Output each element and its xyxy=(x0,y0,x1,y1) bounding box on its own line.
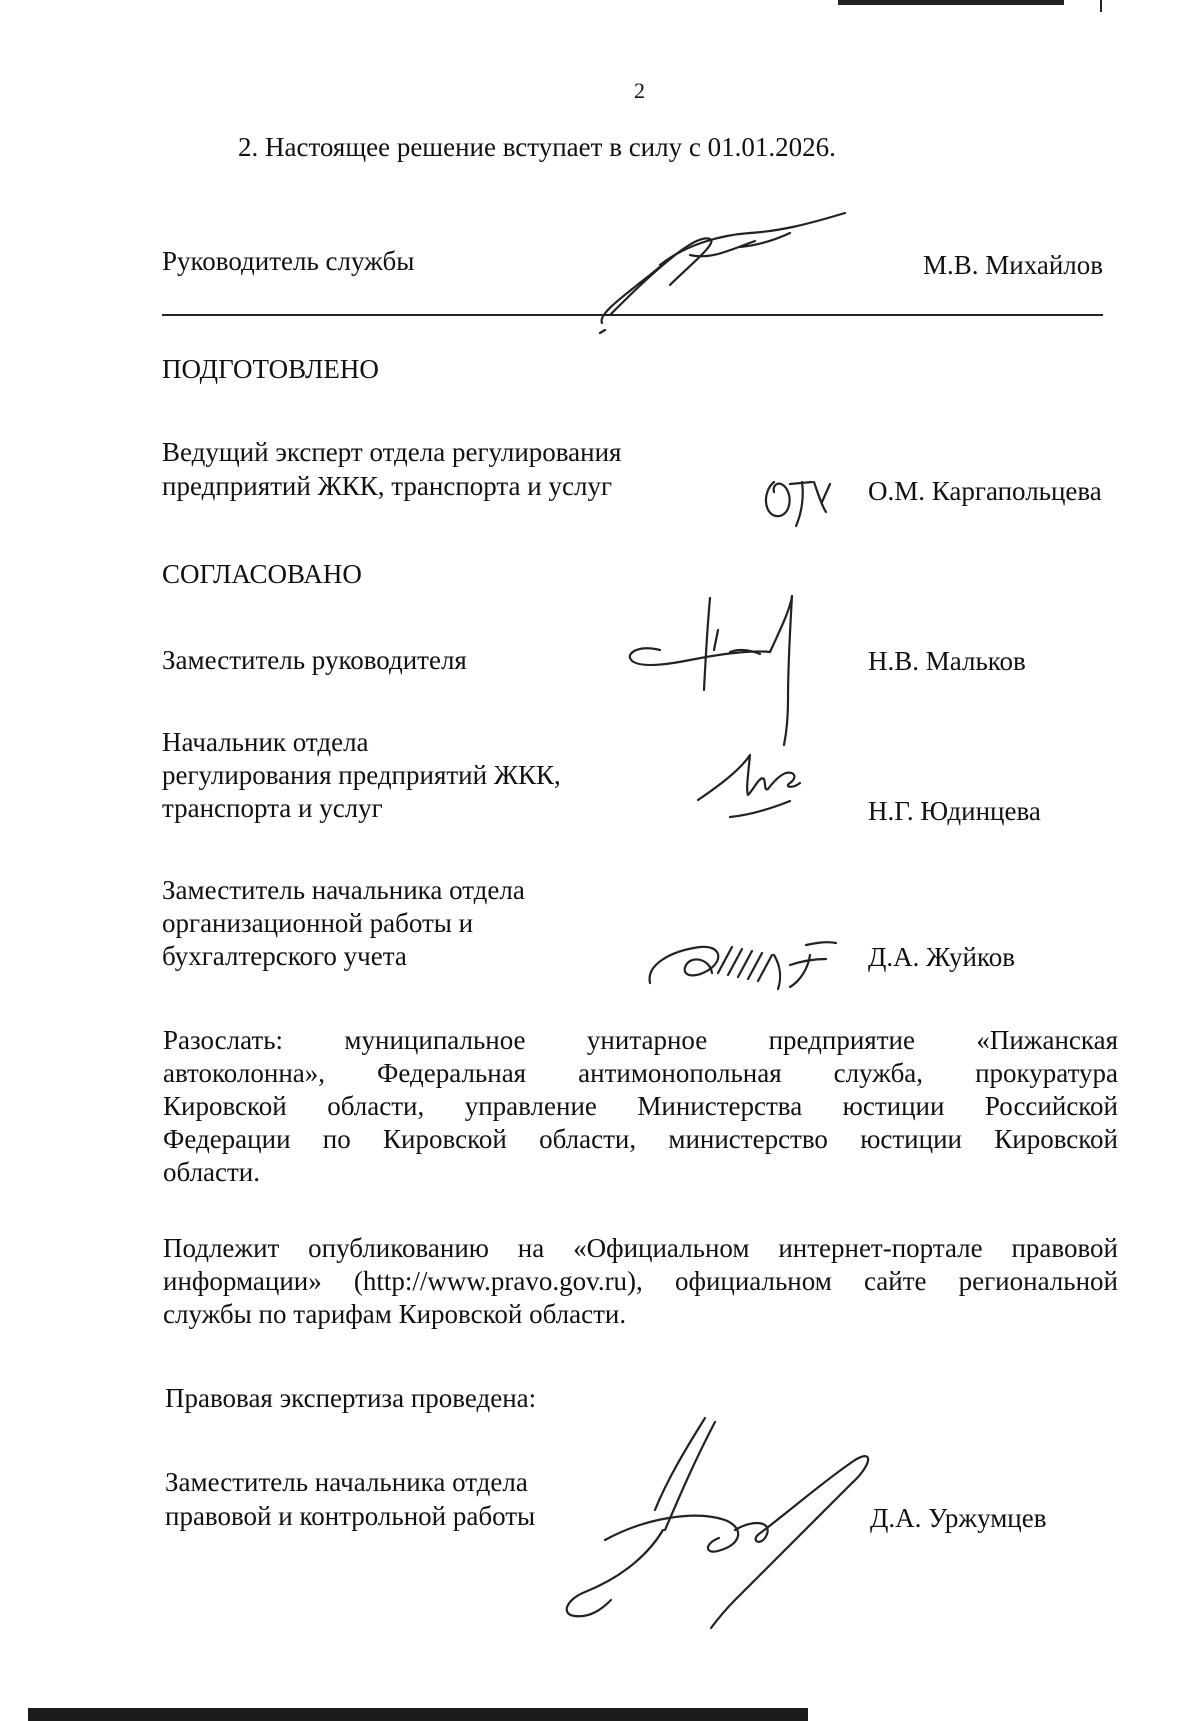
dept-chief-signature xyxy=(690,745,820,825)
distribution-line-1: Разослать: муниципальное унитарное предприятие «Пижанская xyxy=(163,1025,1118,1055)
distribution-line-5: области. xyxy=(163,1157,261,1187)
scan-edge-top-mark xyxy=(1100,0,1102,12)
deputy-dept-chief-position-line-2: организационной работы и xyxy=(162,908,474,938)
dept-chief-position-line-1: Начальник отдела xyxy=(162,727,369,757)
head-title: Руководитель службы xyxy=(162,246,415,276)
publication-line-1: Подлежит опубликованию на «Официальном интернет-портале правовой xyxy=(163,1233,1118,1263)
distribution-line-2: автоколонна», Федеральная антимонопольная служба, прокуратура xyxy=(163,1058,1118,1088)
deputy-head-position: Заместитель руководителя xyxy=(162,645,467,675)
publication-line-2: информации» (http://www.pravo.gov.ru), официальном сайте региональной xyxy=(163,1266,1118,1296)
prepared-heading: ПОДГОТОВЛЕНО xyxy=(162,354,379,384)
deputy-dept-chief-position-line-3: бухгалтерского учета xyxy=(162,941,407,971)
prepared-name: О.М. Каргапольцева xyxy=(868,476,1102,506)
agreed-heading: СОГЛАСОВАНО xyxy=(162,559,362,589)
prepared-position-line-2: предприятий ЖКК, транспорта и услуг xyxy=(162,471,613,501)
prepared-position-line-1: Ведущий эксперт отдела регулирования xyxy=(162,437,622,467)
deputy-dept-chief-signature xyxy=(640,925,860,1000)
dept-chief-position-line-2: регулирования предприятий ЖКК, xyxy=(162,760,561,790)
deputy-dept-chief-name: Д.А. Жуйков xyxy=(868,942,1015,972)
legal-review-name: Д.А. Уржумцев xyxy=(870,1503,1047,1533)
legal-review-signature xyxy=(555,1410,885,1630)
effective-date-clause: 2. Настоящее решение вступает в силу с 01.01.2026. xyxy=(238,132,836,162)
page-number: 2 xyxy=(634,78,645,103)
dept-chief-name: Н.Г. Юдинцева xyxy=(868,796,1041,826)
prepared-signature xyxy=(760,472,840,532)
distribution-line-4: Федерации по Кировской области, министерство юстиции Кировской xyxy=(163,1124,1118,1154)
distribution-line-3: Кировской области, управление Министерства юстиции Российской xyxy=(163,1091,1118,1121)
distribution-list xyxy=(163,1024,1118,1189)
legal-review-position-line-1: Заместитель начальника отдела xyxy=(165,1467,528,1497)
deputy-head-signature xyxy=(620,590,830,750)
head-signature xyxy=(590,205,870,335)
legal-review-heading: Правовая экспертиза проведена: xyxy=(165,1383,537,1413)
scan-edge-bottom xyxy=(28,1708,808,1721)
deputy-dept-chief-position-line-1: Заместитель начальника отдела xyxy=(162,875,525,905)
dept-chief-position-line-3: транспорта и услуг xyxy=(162,793,383,823)
head-name: М.В. Михайлов xyxy=(923,250,1104,280)
deputy-head-name: Н.В. Мальков xyxy=(868,646,1026,676)
legal-review-position-line-2: правовой и контрольной работы xyxy=(165,1501,536,1531)
publication-note xyxy=(163,1232,1118,1331)
scan-edge-top xyxy=(838,0,1064,5)
publication-line-3: службы по тарифам Кировской области. xyxy=(163,1299,627,1329)
